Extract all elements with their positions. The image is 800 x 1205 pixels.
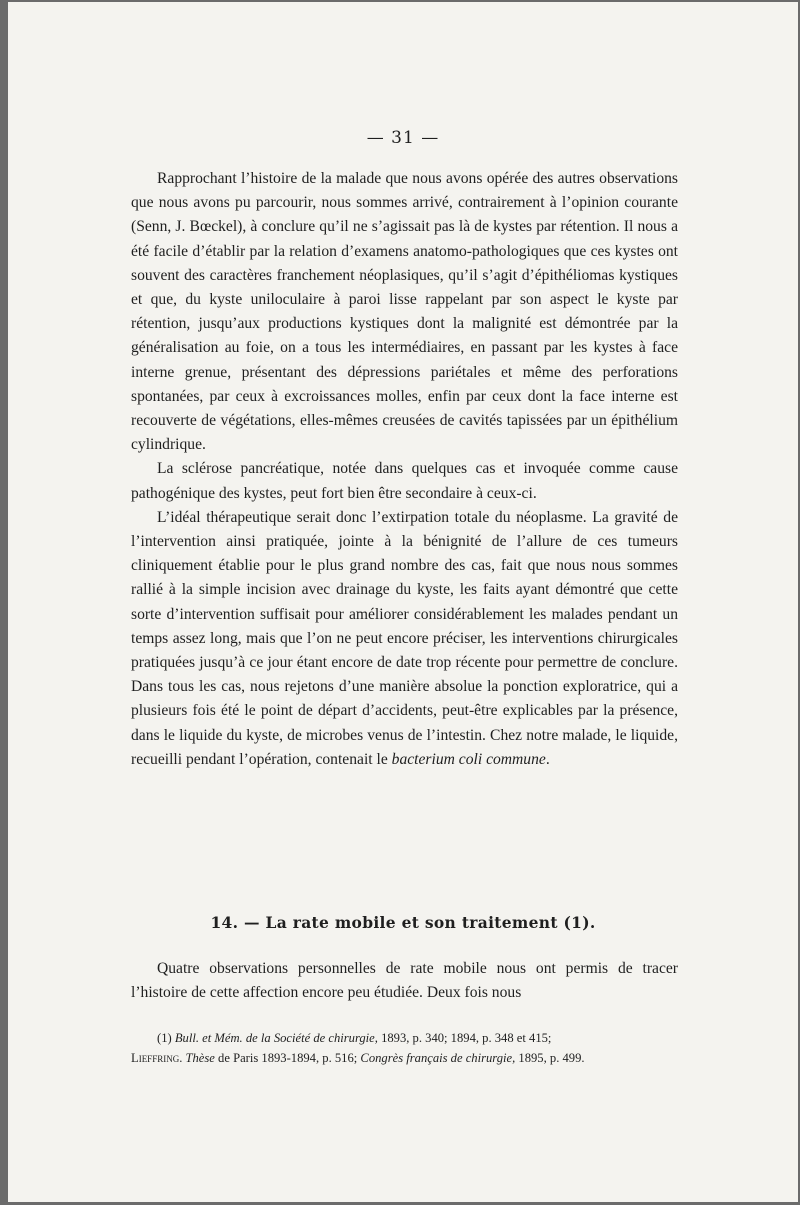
paragraph-1: Rapprochant l’histoire de la malade que nous avons opérée des autres observations que nous avons pu parcourir, nous sommes arrivé, contrairement à l’opinion courante (Senn, J. Bœckel), à conclure qu’il ne s’agissait pas là de kystes par rétention. Il nous a été facile d’établir par la relation d’examens anatomo-pathologiques que ces kystes ont souvent des caractères franchement néoplasiques, qu’il s’agit d’épithéliomas kystiques et que, du kyste uniloculaire à paroi lisse rappelant par son aspect le kyste par rétention, jusqu’aux productions kystiques dont la malignité est démontrée par la généralisation au foie, on a tous les intermédiaires, en passant par les kystes à face interne grenue, présentant des dépressions pariétales et même des perforations spontanées, par ceux à excroissances molles, enfin par ceux dont la face interne est recouverte de végétations, elles-mêmes creusées de cavités tapissées par un épithélium cylindrique.: [131, 170, 678, 454]
footnote-congres: Congrès français de chirurgie,: [357, 1051, 516, 1065]
footnote-author: Lieffring.: [131, 1051, 183, 1065]
footnote-refs-2: 1895, p. 499.: [515, 1051, 585, 1065]
paragraph-2: La sclérose pancréatique, notée dans quelques cas et invoquée comme cause pathogénique des kystes, peut fort bien être secondaire à ceux-ci.: [131, 460, 678, 502]
paragraph-3: [131, 506, 678, 772]
paragraph-3-text: L’idéal thérapeutique serait donc l’extirpation totale du néoplasme. La gravité de l’intervention ainsi pratiquée, jointe à la bénignité de l’allure de ces tumeurs cliniquement établie pour le plus grand nombre des cas, fait que nous nous sommes rallié à la simple incision avec drainage du kyste, les faits ayant démontré que cette sorte d’intervention suffisait pour améliorer considérablement les malades pendant un temps assez long, mais que l’on ne peut encore préciser, les interventions chirurgicales pratiquées jusqu’à ce jour étant encore de date trop récente pour permettre de conclure. Dans tous les cas, nous rejetons d’une manière absolue la ponction exploratrice, qui a plusieurs fois été le point de départ d’accidents, peut-être explicables par la présence, dans le liquide du kyste, de microbes venus de l’intestin. Chez notre malade, le liquide, recueilli pendant l’opération, contenait le: [131, 508, 678, 768]
footnote-thesis: Thèse: [182, 1051, 215, 1065]
main-text: [131, 167, 678, 772]
section-paragraph: Quatre observations personnelles de rate mobile nous ont permis de tracer l’histoire de cette affection encore peu étudiée. Deux fois nous: [131, 960, 678, 1002]
footnote-thesis-rest: de Paris 1893-1894, p. 516;: [214, 1051, 358, 1065]
footnote-journal: Bull. et Mém. de la Société de chirurgie,: [174, 1031, 378, 1045]
footnote-marker: (1): [157, 1031, 172, 1045]
footnote-line-2: [131, 1048, 678, 1068]
paragraph-3-tail: .: [545, 750, 550, 768]
footnote-refs-1: 1893, p. 340; 1894, p. 348 et 415;: [377, 1031, 552, 1045]
page-number: — 31 —: [366, 128, 440, 148]
document-page: [8, 2, 798, 1202]
footnote-line-1: [131, 1028, 678, 1048]
footnote: [131, 1028, 678, 1068]
section-heading: 14. — La rate mobile et son traitement (1).: [210, 913, 596, 932]
paragraph-3-italic: bacterium coli commune: [391, 750, 546, 768]
section-text: [131, 957, 678, 1005]
